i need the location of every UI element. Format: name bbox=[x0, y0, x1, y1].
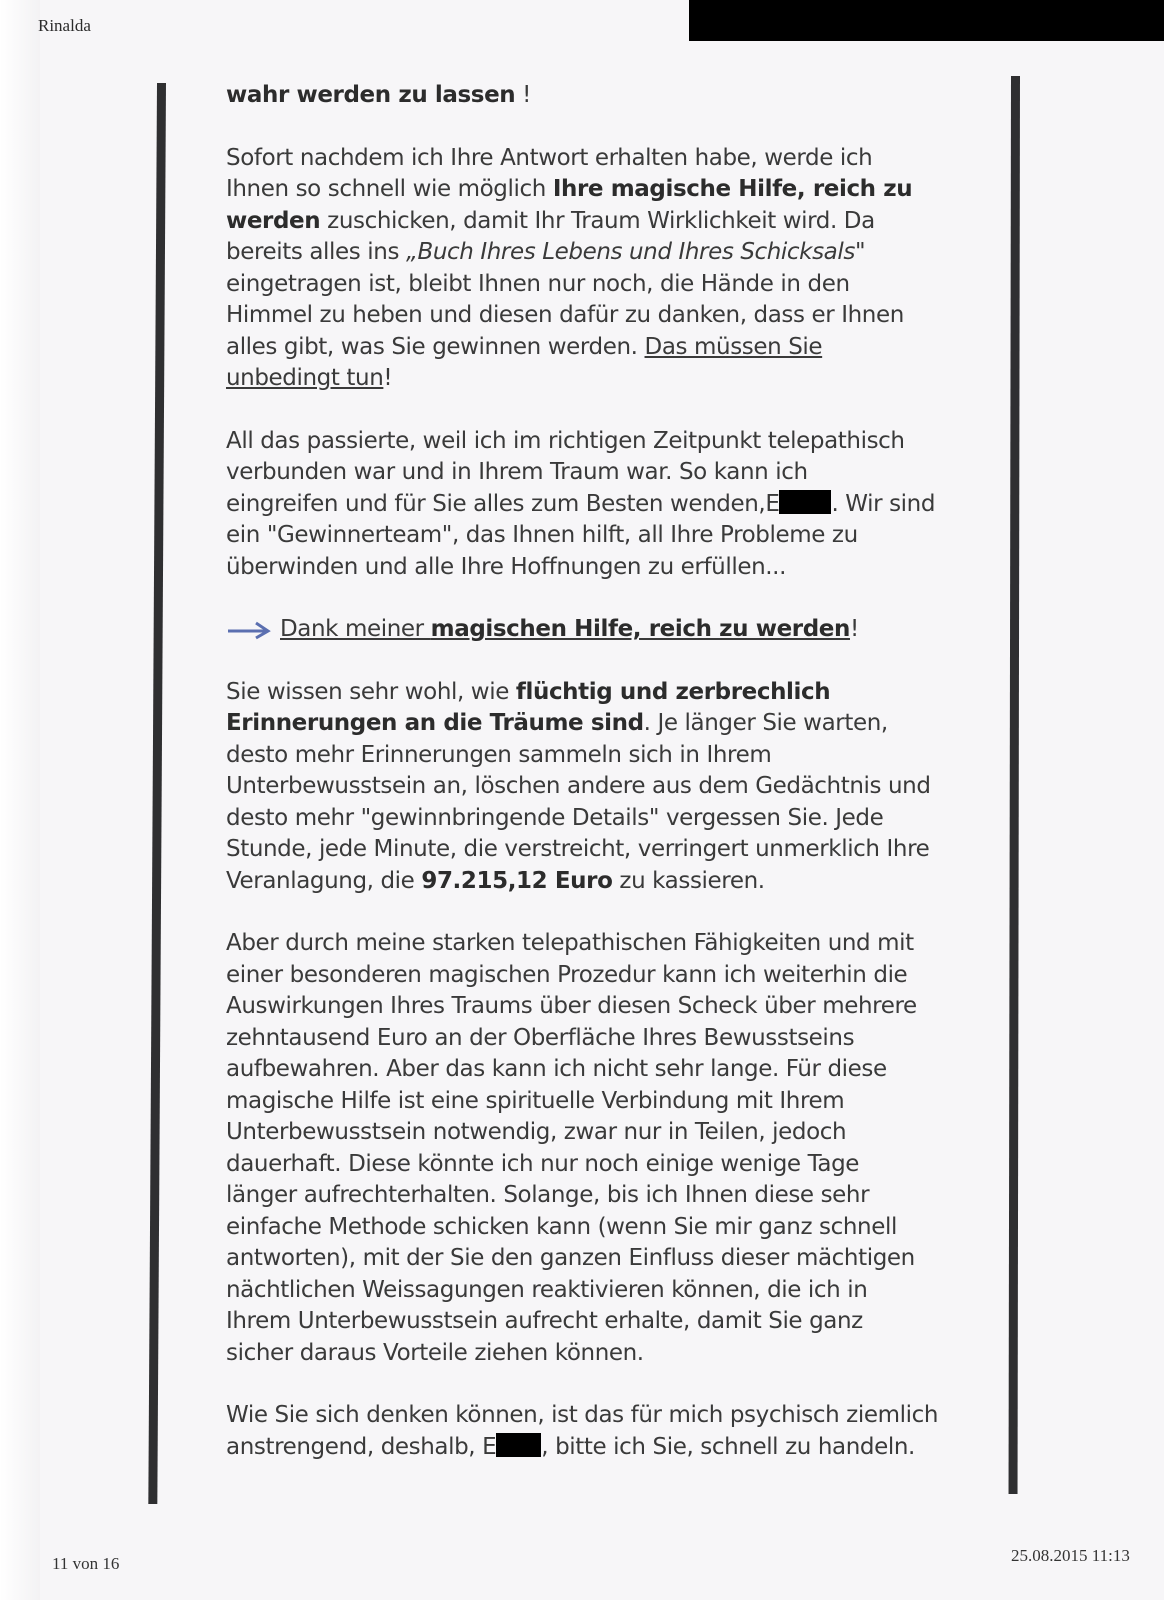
right-vertical-bar bbox=[1009, 76, 1020, 1494]
paragraph-3: All das passierte, weil ich im richtigen Zeitpunkt telepathisch verbunden war und in Ihrem Traum war. So kann ich eingreifen und für Sie alles zum Besten wenden,E . Wir sind ein "Gewinnerteam", das Ihnen hilft, all Ihre Probleme zu überwinden und alle Ihre Hoffnungen zu erfüllen... bbox=[226, 427, 936, 580]
left-vertical-bar bbox=[148, 83, 166, 1504]
paragraph-7: Wie Sie sich denken können, ist das für mich psychisch ziemlich anstrengend, deshalb, E , bitte ich Sie, schnell zu handeln. bbox=[226, 1402, 938, 1460]
paragraph-5: Sie wissen sehr wohl, wie flüchtig und zerbrechlich Erinnerungen an die Träume sind. Je länger Sie warten, desto mehr Erinnerungen sammeln sich in Ihrem Unterbewusstsein an, löschen andere aus dem Gedächtnis und desto mehr "gewinnbringende Details" vergessen Sie. Jede Stunde, jede Minute, die verstreicht, verringert unmerklich Ihre Veranlagung, die 97.215,12 Euro zu kassieren. bbox=[226, 678, 931, 894]
redaction-block-header bbox=[689, 0, 1164, 41]
amount: 97.215,12 Euro bbox=[421, 867, 613, 894]
scan-edge-shade bbox=[0, 0, 40, 1600]
paragraph-6: Aber durch meine starken telepathischen Fähigkeiten und mit einer besonderen magischen Prozedur kann ich weiterhin die Auswirkungen Ihres Traums über diesen Scheck über mehrere zehntausend Euro an der Oberfläche Ihres Bewusstseins aufbewahren. Aber das kann ich nicht sehr lange. Für diese magische Hilfe ist eine spirituelle Verbindung mit Ihrem Unterbewusstsein notwendig, zwar nur in Teilen, jedoch dauerhaft. Diese könnte ich nur noch einige wenige Tage länger aufrechterhalten. Solange, bis ich Ihnen diese sehr einfache Methode schicken kann (wenn Sie mir ganz schnell antworten), mit der Sie den ganzen Einfluss dieser mächtigen nächtlichen Weissagungen reaktivieren können, die ich in Ihrem Unterbewusstsein aufrecht erhalte, damit Sie ganz sicher daraus Vorteile ziehen können. bbox=[226, 930, 917, 1366]
redaction-block-name-2 bbox=[496, 1433, 541, 1457]
page-number: 11 von 16 bbox=[52, 1554, 120, 1573]
redaction-block-name bbox=[779, 490, 831, 514]
highlight-link: Dank meiner magischen Hilfe, reich zu werden bbox=[280, 616, 850, 642]
bold-phrase: wahr werden zu lassen bbox=[226, 82, 516, 108]
right-arrow-icon bbox=[226, 620, 272, 640]
paragraph-1: wahr werden zu lassen ! bbox=[226, 82, 531, 108]
paragraph-2: Sofort nachdem ich Ihre Antwort erhalten habe, werde ich Ihnen so schnell wie möglich Ihre magische Hilfe, reich zu werden zuschicken, damit Ihr Traum Wirklichkeit wird. Da bereits alles ins „Buch Ihres Lebens und Ihres Schicksals" eingetragen ist, bleibt Ihnen nur noch, die Hände in den Himmel zu heben und diesen dafür zu danken, dass er Ihnen alles gibt, was Sie gewinnen werden. Das müssen Sie unbedingt tun! bbox=[226, 144, 913, 391]
paragraph-4: Dank meiner magischen Hilfe, reich zu werden ! bbox=[226, 614, 986, 646]
header-sender: Rinalda bbox=[38, 16, 91, 35]
letter-body bbox=[226, 80, 986, 1494]
print-timestamp: 25.08.2015 11:13 bbox=[1011, 1546, 1130, 1565]
